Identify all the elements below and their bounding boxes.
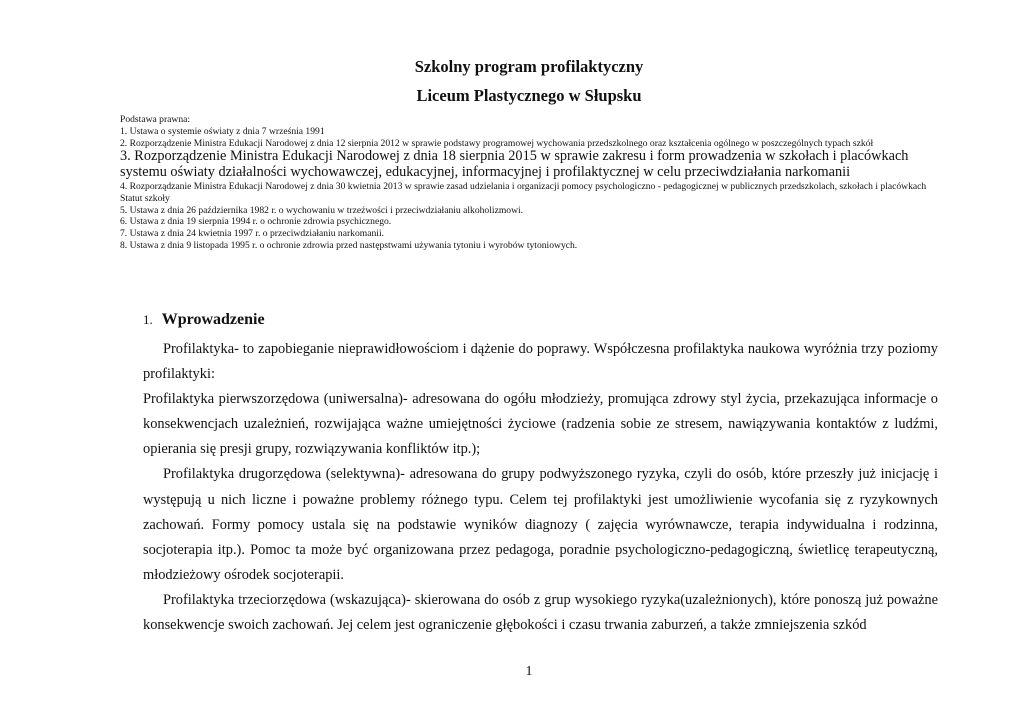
legal-basis-item: 5. Ustawa z dnia 26 października 1982 r. o wychowaniu w trzeźwości i przeciwdziałaniu alkoholizmowi. [120, 204, 524, 216]
section-title: Wprowadzenie [161, 311, 265, 328]
body-paragraph: Profilaktyka- to zapobieganie nieprawidłowościom i dążenie do poprawy. Współczesna profilaktyka naukowa wyróżnia trzy poziomy profilaktyki: [143, 341, 938, 383]
section-number: 1. [143, 312, 153, 327]
legal-basis-item: Statut szkoły [120, 192, 170, 204]
body-paragraph: Profilaktyka drugorzędowa (selektywna)- adresowana do grupy podwyższonego ryzyka, czyli do osób, które przeszły już inicjację i występują u nich liczne i poważne problemy różnego typu. Celem tej profilaktyki jest umożliwienie wycofania się z ryzykownych zachowań. Formy pomocy ustala się na podstawie wyników diagnozy ( zajęcia wyrównawcze, terapia indywidualna i rodzinna, socjoterapia itp.). Pomoc ta może być organizowana przez pedagoga, poradnie psychologiczno-pedagogiczną, świetlicę terapeutyczną, młodzieżowy ośrodek socjoterapii. [143, 466, 938, 583]
legal-basis-item: 2. Rozporządzenie Ministra Edukacji Narodowej z dnia 12 sierpnia 2012 w sprawie podstawy programowej wychowania przedszkolnego oraz kształcenia ogólnego w poszczególnych typach szkół [120, 137, 874, 149]
legal-basis-label: Podstawa prawna: [120, 114, 191, 125]
body-paragraph: Profilaktyka trzeciorzędowa (wskazująca)- skierowana do osób z grup wysokiego ryzyka(uzależnionych), które ponoszą już poważne konsekwencje swoich zachowań. Jej celem jest ograniczenie głębokości i czasu trwania zaburzeń, a także zmniejszenia szkód [143, 591, 938, 634]
legal-basis-item: 3. Rozporządzenie Ministra Edukacji Narodowej z dnia 18 sierpnia 2015 w sprawie zakresu i form prowadzenia w szkołach i placówkach systemu oświaty działalności wychowawczej, edukacyjnej, informacyjnej i profilaktycznej w celu przeciwdziałania narkomanii [120, 148, 909, 181]
legal-basis-item: 1. Ustawa o systemie oświaty z dnia 7 września 1991 [120, 125, 325, 137]
legal-basis-section [120, 114, 938, 252]
document-subtitle: Liceum Plastycznego w Słupsku [416, 86, 642, 105]
document-title: Szkolny program profilaktyczny [414, 57, 644, 76]
legal-basis-item: 6. Ustawa z dnia 19 sierpnia 1994 r. o ochronie zdrowia psychicznego. [120, 216, 392, 228]
section-heading [143, 311, 265, 329]
page-number: 1 [525, 664, 533, 679]
legal-basis-item: 4. Rozporządzanie Ministra Edukacji Narodowej z dnia 30 kwietnia 2013 w sprawie zasad udzielania i organizacji pomocy psychologiczno - pedagogicznej w publicznych przedszkolach, szkołach i placówkach [120, 180, 927, 192]
legal-basis-item: 7. Ustawa z dnia 24 kwietnia 1997 r. o przeciwdziałaniu narkomanii. [120, 228, 385, 240]
legal-basis-item: 8. Ustawa z dnia 9 listopada 1995 r. o ochronie zdrowia przed następstwami używania tytoniu i wyrobów tytoniowych. [120, 239, 578, 251]
section-body [143, 337, 938, 638]
body-paragraph: Profilaktyka pierwszorzędowa (uniwersalna)- adresowana do ogółu młodzieży, promująca zdrowy styl życia, przekazująca informacje o konsekwencjach uzależnień, rozwijająca ważne umiejętności życiowe (radzenia sobie ze stresem, nawiązywania kontaktów z ludźmi, opierania się presji grupy, rozwiązywania konfliktów itp.); [143, 391, 938, 458]
